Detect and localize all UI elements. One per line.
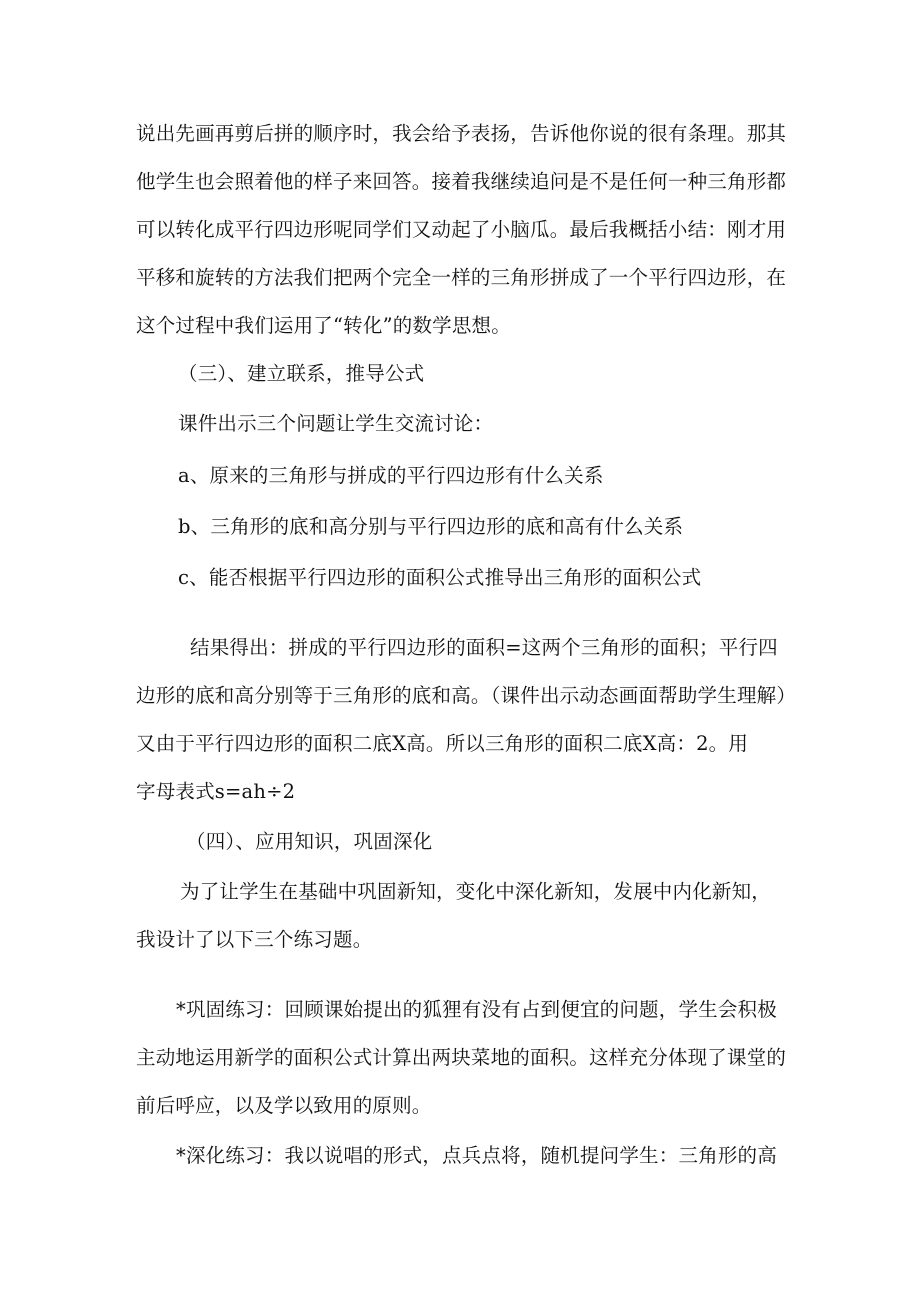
body-text-line: 可以转化成平行四边形呢同学们又动起了小脑瓜。最后我概括小结：刚才用 — [136, 218, 787, 241]
body-text-line: *深化练习：我以说唱的形式，点兵点将，随机提问学生：三角形的高 — [176, 1144, 777, 1167]
body-text-line: 字母表式s=ah÷2 — [136, 780, 296, 803]
body-text-line: 为了让学生在基础中巩固新知，变化中深化新知，发展中内化新知， — [180, 880, 772, 903]
body-text-line: 边形的底和高分别等于三角形的底和高。（课件出示动态画面帮助学生理解） — [136, 684, 797, 707]
body-text-line: 前后呼应，以及学以致用的原则。 — [136, 1094, 432, 1117]
body-text-line: 又由于平行四边形的面积二底X高。所以三角形的面积二底X高：2。用 — [136, 732, 749, 755]
body-text-line: 平移和旋转的方法我们把两个完全一样的三角形拼成了一个平行四边形，在 — [136, 266, 787, 289]
list-item: c、能否根据平行四边形的面积公式推导出三角形的面积公式 — [178, 566, 702, 589]
body-text-line: 我设计了以下三个练习题。 — [136, 928, 373, 951]
body-text-line: 主动地运用新学的面积公式计算出两块菜地的面积。这样充分体现了课堂的 — [136, 1046, 787, 1069]
section-heading: （三）、建立联系，推导公式 — [178, 362, 425, 385]
body-text-line: 说出先画再剪后拼的顺序时，我会给予表扬，告诉他你说的很有条理。那其 — [136, 122, 787, 145]
section-heading: （四）、应用知识，巩固深化 — [186, 830, 433, 853]
list-item: b、三角形的底和高分别与平行四边形的底和高有什么关系 — [178, 515, 684, 538]
body-text-line: 他学生也会照着他的样子来回答。接着我继续追问是不是任何一种三角形都 — [136, 170, 787, 193]
body-text-line: 结果得出：拼成的平行四边形的面积=这两个三角形的面积；平行四 — [190, 636, 778, 659]
body-text-line: 课件出示三个问题让学生交流讨论： — [178, 412, 494, 435]
body-text-line: *巩固练习：回顾课始提出的狐狸有没有占到便宜的问题，学生会积极 — [176, 998, 777, 1021]
body-text-line: 这个过程中我们运用了“转化”的数学思想。 — [136, 314, 511, 337]
list-item: a、原来的三角形与拼成的平行四边形有什么关系 — [178, 464, 604, 487]
